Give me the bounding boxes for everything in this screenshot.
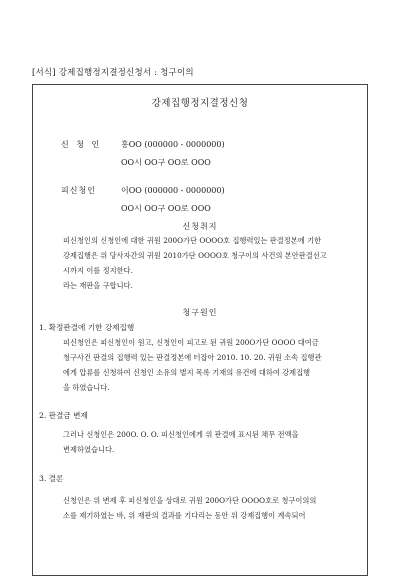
section-line: 그러나 신청인은 200O. O. O. 피신청인에게 위 판결에 표시된 채무 전액을 — [63, 430, 299, 439]
respondent-block — [61, 185, 225, 214]
section-title: 2. 판결금 변제 — [39, 411, 88, 420]
purpose-line: 피신청인의 신청인에 대한 귀원 200O가단 OOOO호 집행력있는 판결정본에 기한 — [63, 236, 322, 245]
applicant-label: 신 청 인 — [61, 140, 102, 149]
section-line: 변제하였습니다. — [63, 445, 115, 454]
applicant-block — [61, 139, 225, 168]
purpose-paragraph — [63, 233, 327, 293]
section-paragraph — [63, 335, 322, 395]
section-line: 소를 제기하였는 바, 위 재판의 결과를 기다리는 동안 위 강제집행이 계속되어 — [63, 511, 306, 520]
document-caption: [서식] 강제집행정지결정신청서 : 청구이의 — [32, 68, 194, 78]
respondent-name: 이OO (000000 - 0000000) — [121, 186, 225, 195]
cause-heading: 청구원인 — [182, 308, 218, 317]
respondent-label: 피신청인 — [61, 186, 96, 195]
section-line: 피신청인은 피신청인이 원고, 신청인이 피고로 된 귀원 200O가단 OOOO 대여금 — [63, 338, 319, 347]
section-paragraph — [63, 427, 299, 457]
purpose-line: 시까지 이를 정지한다. — [63, 266, 133, 275]
purpose-line: 라는 재판을 구합니다. — [63, 281, 133, 290]
section-title: 1. 확정판결에 기한 강제집행 — [39, 323, 135, 332]
purpose-heading: 신청취지 — [182, 222, 218, 231]
purpose-line: 강제집행은 위 당사자간의 귀원 2010가단 OOOO호 청구이의 사건의 본안판결선고 — [63, 251, 327, 260]
applicant-name: 홍OO (000000 - 0000000) — [121, 140, 225, 149]
section-line: 신청인은 위 변제 후 피신청인을 상대로 귀원 200O가단 OOOO호로 청구이의의 — [63, 496, 317, 505]
application-form — [32, 84, 368, 576]
section-line: 청구사건 판결의 집행력 있는 판결정본에 터잡아 2010. 10. 20. 귀원 소속 집행관 — [63, 353, 322, 362]
section-title: 3. 결론 — [39, 474, 64, 483]
section-line: 에게 압류를 신청하여 신청인 소유의 별지 목록 기재의 유건에 대하여 강제집행 — [63, 368, 311, 377]
form-title: 강제집행정지결정신청 — [151, 98, 249, 109]
section-paragraph — [63, 493, 316, 523]
respondent-address: OO시 OO구 OO로 OOO — [121, 204, 211, 213]
applicant-address: OO시 OO구 OO로 OOO — [121, 158, 211, 167]
section-line: 을 하였습니다. — [63, 383, 110, 392]
